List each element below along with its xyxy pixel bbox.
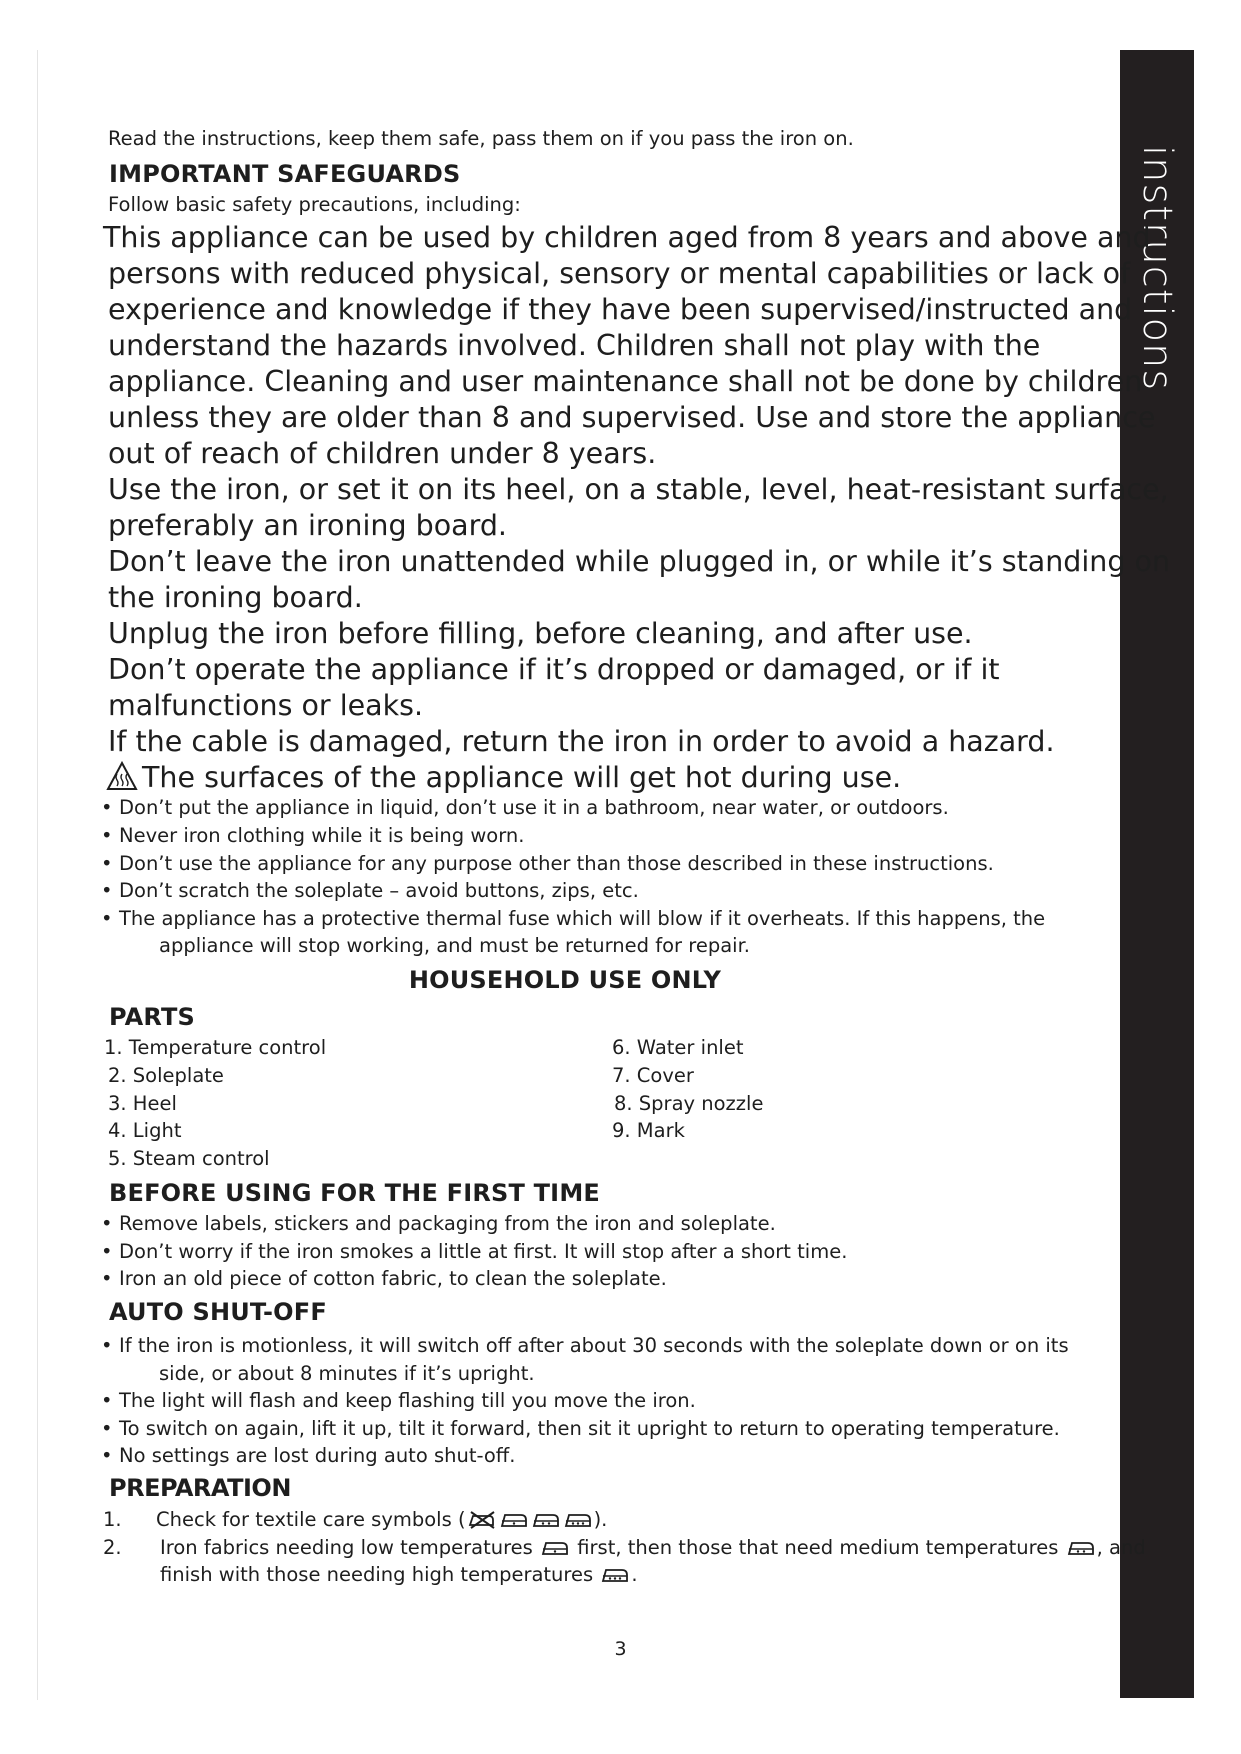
iron-low-temp-icon [499,1509,529,1529]
part-item: 2. Soleplate [108,1064,224,1087]
bullet-item: • Iron an old piece of cotton fabric, to clean the soleplate. [101,1267,667,1290]
iron-low-temp-icon [540,1537,570,1557]
bullet-item: • The appliance has a protective thermal fuse which will blow if it overheats. If this happens, the [101,907,1046,930]
bullet-item: • To switch on again, lift it up, tilt it forward, then sit it upright to return to operating temperature. [101,1417,1060,1440]
intro-text: Read the instructions, keep them safe, pass them on if you pass the iron on. [108,127,854,150]
hot-surface-text: The surfaces of the appliance will get hot during use. [142,761,902,794]
part-item: 4. Light [108,1119,182,1142]
do-not-iron-icon [467,1509,497,1529]
bullet-continuation: side, or about 8 minutes if it’s upright. [159,1362,535,1385]
part-item: 6. Water inlet [612,1036,744,1059]
part-item: 7. Cover [612,1064,694,1087]
bullet-item: • Don’t worry if the iron smokes a little at first. It will stop after a short time. [101,1240,848,1263]
big-line: experience and knowledge if they have been supervised/instructed and [108,293,1133,326]
side-tab-label: instructions [1134,145,1180,392]
page-number: 3 [614,1638,627,1660]
part-item: 1. Temperature control [104,1036,327,1059]
big-line: appliance. Cleaning and user maintenance shall not be done by children [108,365,1143,398]
part-item: 5. Steam control [108,1147,270,1170]
bullet-item: • Don’t scratch the soleplate – avoid buttons, zips, etc. [101,879,639,902]
bullet-item: • If the iron is motionless, it will switch off after about 30 seconds with the soleplate down or on its [101,1334,1069,1357]
big-line: preferably an ironing board. [108,509,507,542]
iron-high-temp-icon [563,1509,593,1529]
prep-step-2: Iron fabrics needing low temperatures first, then those that need medium temperatures , and [160,1536,1146,1559]
big-line: malfunctions or leaks. [108,689,424,722]
iron-medium-temp-icon [1066,1537,1096,1557]
bullet-item: • Never iron clothing while it is being worn. [101,824,525,847]
hot-surface-line [106,760,901,796]
bullet-item: • No settings are lost during auto shut-off. [101,1444,516,1467]
page-border-line [37,50,38,1700]
big-line: out of reach of children under 8 years. [108,437,657,470]
big-line: Use the iron, or set it on its heel, on a stable, level, heat-resistant surface, [108,473,1169,506]
bullet-item: • Don’t use the appliance for any purpose other than those described in these instructions. [101,852,994,875]
big-line: This appliance can be used by children aged from 8 years and above and [103,221,1151,254]
household-use-only: HOUSEHOLD USE ONLY [408,966,722,994]
first-time-heading: BEFORE USING FOR THE FIRST TIME [109,1179,600,1207]
prep-step-1: Check for textile care symbols ( ). [156,1508,608,1531]
big-line: If the cable is damaged, return the iron in order to avoid a hazard. [108,725,1055,758]
big-line: persons with reduced physical, sensory or mental capabilities or lack of [108,257,1131,290]
prep-step-1-number: 1. [103,1508,122,1531]
safeguards-subtitle: Follow basic safety precautions, including: [108,193,521,216]
auto-shutoff-heading: AUTO SHUT-OFF [109,1298,327,1326]
prep-step-2-line2: finish with those needing high temperatures . [160,1563,638,1586]
bullet-continuation: appliance will stop working, and must be returned for repair. [159,934,750,957]
big-line: the ironing board. [108,581,363,614]
bullet-item: • The light will flash and keep flashing till you move the iron. [101,1389,696,1412]
big-line: unless they are older than 8 and supervised. Use and store the appliance [108,401,1156,434]
big-line: Unplug the iron before filling, before cleaning, and after use. [108,617,973,650]
preparation-heading: PREPARATION [109,1474,291,1502]
bullet-item: • Remove labels, stickers and packaging from the iron and soleplate. [101,1212,776,1235]
big-line: understand the hazards involved. Children shall not play with the [108,329,1041,362]
big-line: Don’t operate the appliance if it’s dropped or damaged, or if it [108,653,1000,686]
part-item: 9. Mark [612,1119,685,1142]
parts-heading: PARTS [109,1003,196,1031]
safeguards-heading: IMPORTANT SAFEGUARDS [109,160,461,188]
part-item: 3. Heel [108,1092,177,1115]
iron-high-temp-icon [600,1564,630,1584]
prep-step-2-number: 2. [103,1536,122,1559]
bullet-item: • Don’t put the appliance in liquid, don’t use it in a bathroom, near water, or outdoors. [101,796,949,819]
iron-medium-temp-icon [531,1509,561,1529]
hot-surface-warning-icon [106,761,138,791]
big-line: Don’t leave the iron unattended while plugged in, or while it’s standing on [108,545,1171,578]
part-item: 8. Spray nozzle [614,1092,764,1115]
